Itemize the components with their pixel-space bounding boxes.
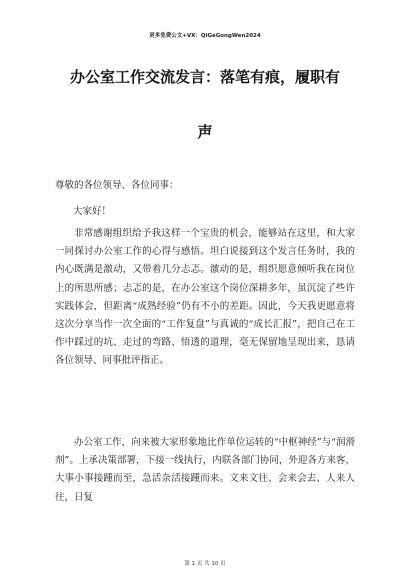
body-paragraph-2: 办公室工作，向来被大家形象地比作单位运转的“中枢神经”与“润滑剂”。上承决策部署，下接一线执行，内联各部门协同，外迎各方来客，大事小事接踵而至，急活杂活接踵而来。文来文往、会来会去、人来人往，日复 bbox=[55, 437, 355, 503]
greeting: 大家好！ bbox=[73, 206, 112, 217]
salutation: 尊敬的各位领导、各位同事： bbox=[55, 180, 179, 191]
page-number-footer: 第 1 页 共 10 页 bbox=[184, 561, 226, 567]
header-note: 更多免费公文+VX：QiGeGongWen2024 bbox=[149, 33, 261, 39]
document-title-line-2: 声 bbox=[197, 123, 213, 141]
body-paragraph-1: 非常感谢组织给予我这样一个宝贵的机会，能够站在这里，和大家一同探讨办公室工作的心得与感悟。坦白说接到这个发言任务时，我的内心既满是激动，又带着几分忐忑。激动的是，组织愿意倾听我在岗位上的所思所感；忐忑的是，在办公室这个岗位深耕多年，虽沉淀了些许实践体会，但距离“成熟经验”仍有不小的差距。因此，今天我更愿意将这次分享当作一次全面的“工作复盘”与真诚的“成长汇报”，把自己在工作中踩过的坑、走过的弯路、悟透的道理，毫无保留地呈现出来，恳请各位领导、同事批评指正。 bbox=[55, 228, 355, 367]
document-title-line-1: 办公室工作交流发言：落笔有痕，履职有 bbox=[69, 68, 340, 86]
